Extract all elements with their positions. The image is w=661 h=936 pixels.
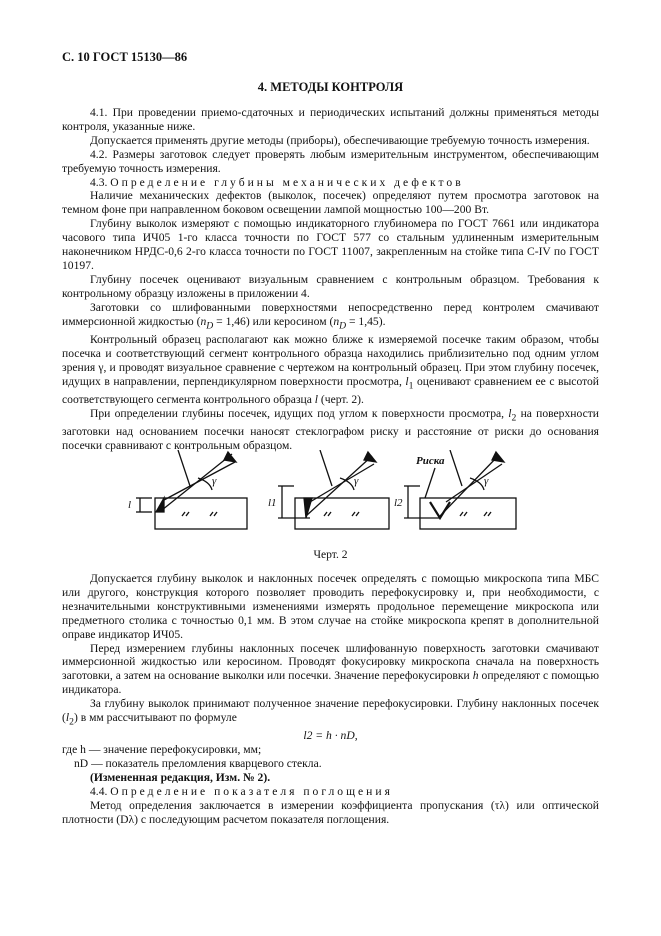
arrow-head-3 [492, 452, 504, 462]
ray-3b [446, 464, 502, 502]
label-l1: l1 [268, 497, 277, 509]
label-l: l [128, 499, 132, 511]
figure-2-drawing [100, 450, 570, 555]
ray-2c [320, 450, 332, 486]
paragraph: Наличие механических дефектов (выколок, посечек) определяют путем просмотра заготовок на темном фоне при направленном боковом освещении лампой мощностью 100—200 Вт. [62, 189, 599, 217]
paragraph: Допускается применять другие методы (приборы), обеспечивающие требуемую точность измерения. [90, 133, 590, 147]
paragraph: Допускается глубину выколок и наклонных посечек определять с помощью микроскопа типа МБС или другого, конструкция которого позволяет проводить перефокусировку и, при необходимости, с незначительными конструктивными изменениями измерять продольное перемещение микроскопа или предметного столика с точностью 0,1 мм. В этом случае на стойке микроскопа крепят в дополнительной оправе индикатор ИЧ05. [62, 572, 599, 641]
sample-block-3 [420, 498, 516, 529]
label-gamma-2: γ [354, 475, 359, 487]
section-title: 4. МЕТОДЫ КОНТРОЛЯ [257, 80, 404, 94]
figure-panel-2 [278, 450, 389, 529]
formula-legend-n: nD — показатель преломления кварцевого стекла. [74, 757, 322, 771]
ray-2a [306, 456, 372, 516]
paragraph: Метод определения заключается в измерении коэффициента пропускания (τλ) или оптической плотности (Dλ) с последующим расчетом показателя поглощения. [62, 798, 599, 826]
page-header: С. 10 ГОСТ 15130—86 [62, 50, 188, 64]
paragraph: 4.1. При проведении приемо-сдаточных и периодических испытаний должны применяться методы контроля, указанные ниже. [62, 106, 599, 133]
paragraph: Контрольный образец располагают как можно ближе к измеряемой посечке таким образом, чтобы посечка и соответствующий сегмент контрольного образца находились приблизительно под одним углом зрения γ, и проводят визуальное сравнение с чертежом на контрольный образец. При этом глубину посечек, идущих в направлении, перпендикулярном поверхности просмотра, $l_1$ оценивают сравнением ее с высотой соответствующего сегмента контрольного образца l (черт. 2). [62, 332, 600, 406]
paragraph: При определении глубины посечек, идущих под углом к поверхности просмотра, $l_2$ на поверхности заготовки над основанием посечки наносят стеклографом риску и расстояние от риски до основания посечки сравнивают с контрольным образцом. [62, 406, 599, 452]
sample-block-1 [155, 498, 247, 529]
arrow-head-2 [364, 452, 376, 462]
paragraph: Глубину выколок измеряют с помощью индикаторного глубиномера по ГОСТ 7661 или индикатора часового типа ИЧ05 1-го класса точности по ГОСТ 577 со стальным удлиненным измерительным наконечником НРДС-0,6 2-го класса точности по ГОСТ 11007, закрепленным на стойке типа С-IV по ГОСТ 10197. [62, 217, 599, 272]
formula-legend-h: где h — значение перефокусировки, мм; [62, 743, 262, 757]
paragraph: За глубину выколок принимают полученное значение перефокусировки. Глубину наклонных посечек $(l_2)$ в мм рассчитывают по формуле [62, 697, 599, 728]
ray-1c [178, 450, 190, 486]
subsection-heading [62, 176, 599, 190]
text-block-top [62, 106, 599, 453]
formula: l2 = h · nD, [303, 729, 358, 743]
figure-caption: Черт. 2 [313, 548, 348, 561]
edition-note: (Измененная редакция, Изм. № 2). [90, 771, 271, 784]
label-gamma-1: γ [212, 475, 217, 487]
paragraph: 4.2. Размеры заготовок следует проверять любым измерительным инструментом, обеспечивающим требуемую точность измерения. [62, 147, 599, 175]
paragraph: Перед измерением глубины наклонных посечек шлифованную поверхность заготовки смачивают иммерсионной жидкостью или керосином. Проводят фокусировку микроскопа сначала на поверхность заготовки, а затем на основание выколки или посечки. Значение перефокусировки h определяют с помощью индикатора. [62, 641, 599, 697]
label-riska: Риска [416, 455, 445, 467]
subsection-number: 4.3. [90, 175, 108, 189]
subsection-heading [62, 785, 599, 799]
arrow-head-1 [224, 452, 236, 462]
paragraph: Глубину посечек оценивают визуальным сравнением с контрольным образцом. Требования к контрольному образцу изложены в приложении 4. [62, 272, 599, 300]
label-gamma-3: γ [484, 475, 489, 487]
paragraph: Заготовки со шлифованными поверхностями непосредственно перед контролем смачивают иммерсионной жидкостью $(n_D = 1,46)$ или керосином $(n_D = 1,45)$. [62, 300, 599, 331]
ray-3c [450, 450, 462, 486]
subsection-number: 4.4. [90, 784, 108, 798]
subsection-title: Определение глубины механических дефектов [110, 175, 464, 189]
mark-line [425, 468, 435, 498]
text-block-bottom [62, 572, 599, 827]
ray-1b [164, 462, 235, 500]
subsection-title: Определение показателя поглощения [110, 784, 393, 798]
figure-panel-1 [136, 450, 247, 529]
label-l2: l2 [394, 497, 403, 509]
ray-2b [310, 464, 374, 502]
